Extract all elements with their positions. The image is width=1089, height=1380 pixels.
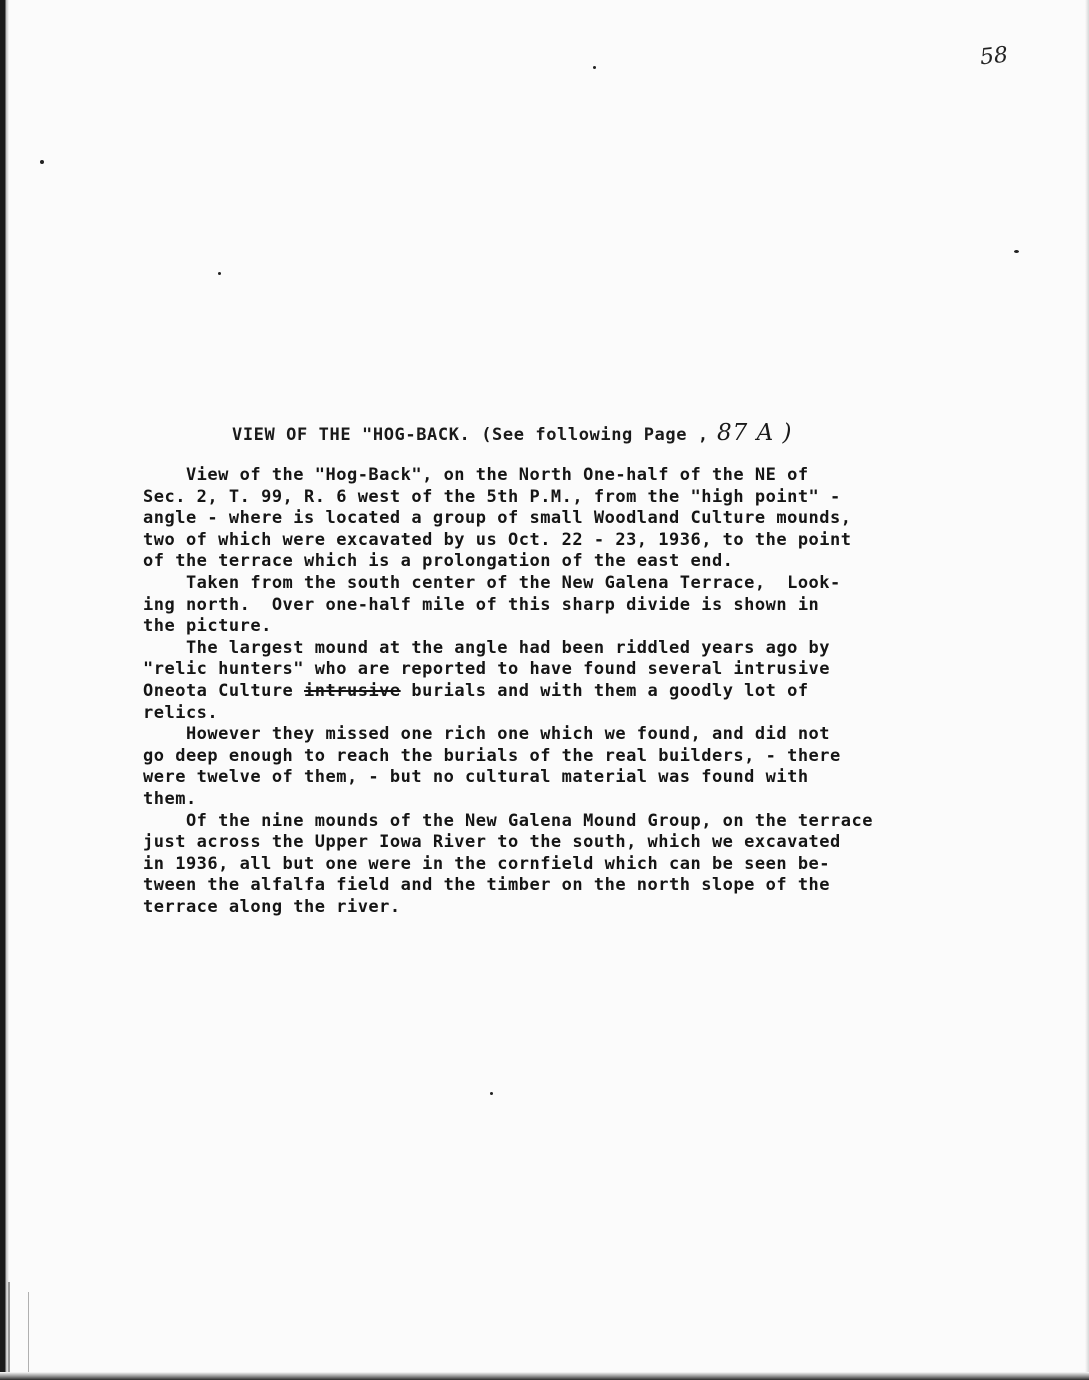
text-line: angle - where is located a group of small Woodland Culture mounds, bbox=[143, 508, 852, 529]
page-right-edge bbox=[1085, 0, 1089, 1380]
text-line: The largest mound at the angle had been riddled years ago by bbox=[143, 637, 831, 658]
text-line: Of the nine mounds of the New Galena Mound Group, on the terrace bbox=[143, 810, 873, 831]
text-line: two of which were excavated by us Oct. 22 - 23, 1936, to the point bbox=[143, 529, 852, 550]
scan-speck bbox=[40, 160, 44, 164]
body-text bbox=[143, 465, 1013, 918]
scan-speck bbox=[218, 272, 221, 275]
text-line: ing north. Over one-half mile of this sharp divide is shown in bbox=[143, 594, 820, 615]
text-line: terrace along the river. bbox=[143, 896, 401, 917]
text-line: Taken from the south center of the New Galena Terrace, Look- bbox=[143, 572, 841, 593]
text-line: go deep enough to reach the burials of the real builders, - there bbox=[143, 745, 841, 766]
page-corner-curl bbox=[8, 1282, 50, 1372]
struck-word: intrusive bbox=[304, 680, 401, 701]
text-line: "relic hunters" who are reported to have found several intrusive bbox=[143, 659, 831, 680]
text-line: However they missed one rich one which we found, and did not bbox=[143, 724, 831, 745]
text-line: them. bbox=[143, 788, 197, 809]
text-line: in 1936, all but one were in the cornfield which can be seen be- bbox=[143, 853, 831, 874]
text-line: tween the alfalfa field and the timber on the north slope of the bbox=[143, 875, 831, 896]
page-number: 58 bbox=[978, 42, 1010, 71]
text-line: of the terrace which is a prolongation of the east end. bbox=[143, 551, 734, 572]
text-after-strike: burials and with them a goodly lot of bbox=[400, 680, 809, 701]
page-bottom-edge bbox=[0, 1372, 1089, 1380]
scan-speck bbox=[1014, 250, 1019, 253]
text-line: the picture. bbox=[143, 616, 272, 637]
page-left-edge bbox=[0, 0, 9, 1380]
scan-speck bbox=[490, 1092, 493, 1095]
scan-speck bbox=[593, 66, 596, 69]
text-line: View of the "Hog-Back", on the North One-half of the NE of bbox=[143, 465, 809, 485]
page-title bbox=[232, 420, 793, 446]
text-line: just across the Upper Iowa River to the south, which we excavated bbox=[143, 832, 841, 853]
text-line: Sec. 2, T. 99, R. 6 west of the 5th P.M., from the "high point" - bbox=[143, 486, 841, 507]
text-before-strike: Oneota Culture bbox=[143, 680, 305, 701]
text-line: were twelve of them, - but no cultural material was found with bbox=[143, 767, 809, 788]
title-typed: VIEW OF THE "HOG-BACK. (See following Page , bbox=[232, 425, 709, 445]
title-handwritten-page-ref: 87 A ) bbox=[708, 420, 793, 446]
text-line: relics. bbox=[143, 702, 219, 723]
text-line-with-strikethrough bbox=[143, 681, 1013, 703]
